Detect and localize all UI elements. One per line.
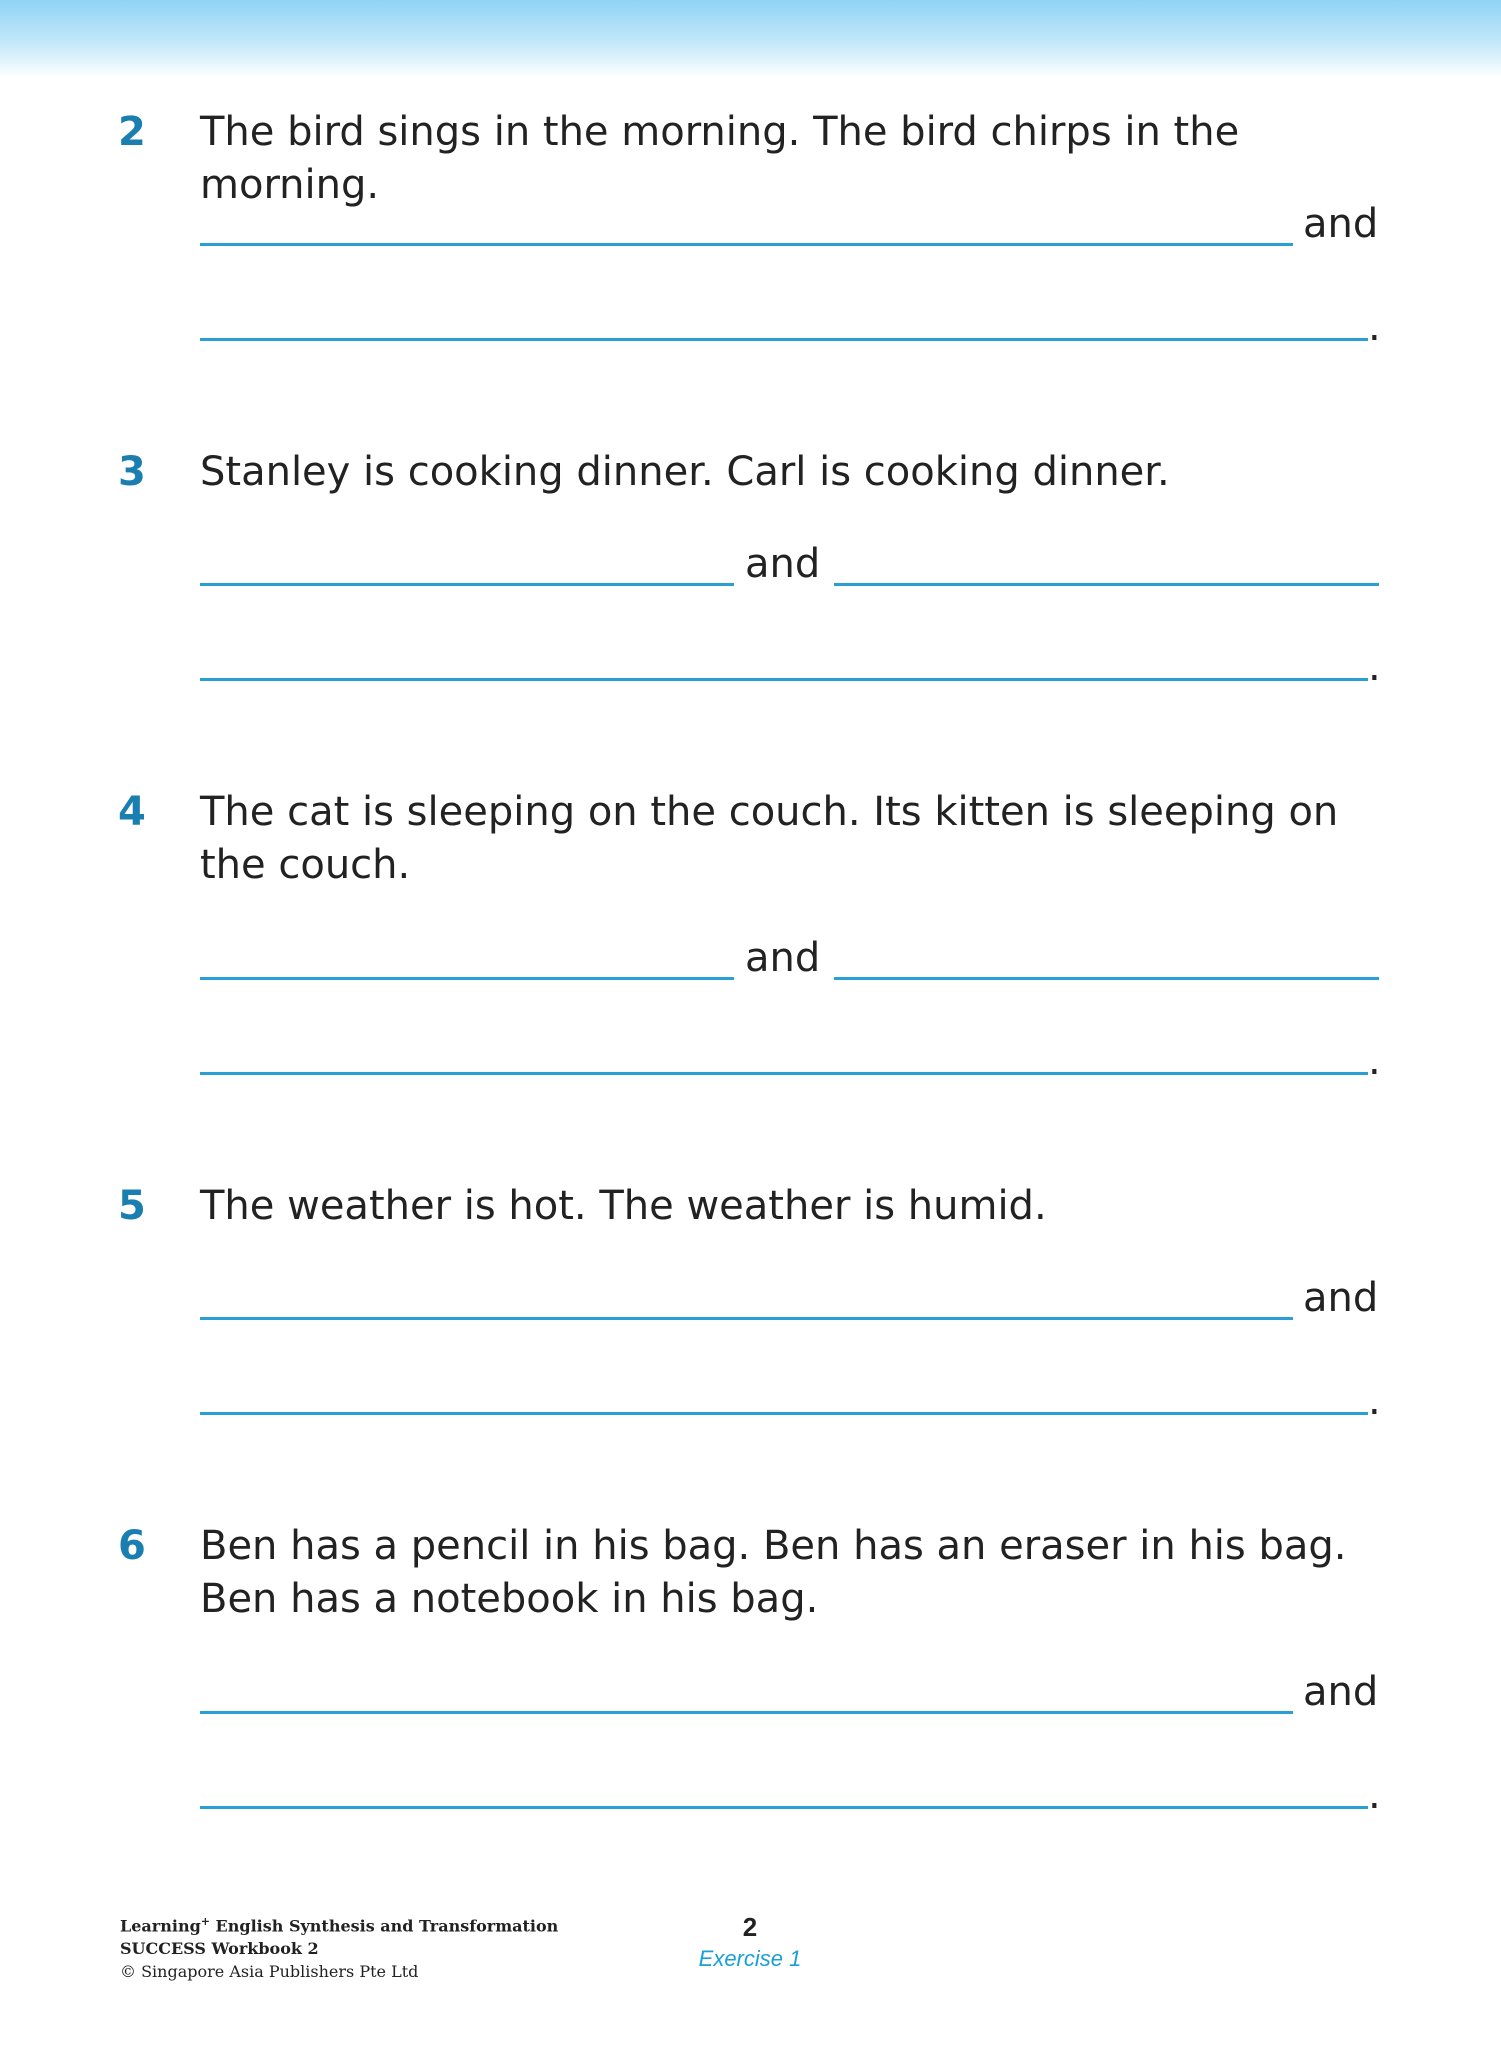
footer-book-title: [120, 1910, 558, 1937]
connector-word: and: [745, 541, 821, 587]
answer-line[interactable]: [200, 1317, 1293, 1320]
question-number: 3: [118, 449, 146, 495]
question-text: Ben has a pencil in his bag. Ben has an eraser in his bag. Ben has a notebook in his bag.: [200, 1523, 1347, 1622]
answer-line[interactable]: [834, 977, 1379, 980]
end-mark: .: [1368, 1772, 1381, 1818]
end-mark: .: [1368, 644, 1381, 690]
header-gradient-band: [0, 0, 1501, 78]
answer-line[interactable]: [200, 1412, 1368, 1415]
end-mark: .: [1368, 304, 1381, 350]
end-mark: .: [1368, 1378, 1381, 1424]
question-text: The cat is sleeping on the couch. Its kitten is sleeping on the couch.: [200, 789, 1339, 888]
book-title-prefix: Learning: [120, 1916, 201, 1936]
answer-line[interactable]: [200, 1711, 1293, 1714]
answer-line[interactable]: [200, 678, 1368, 681]
answer-line[interactable]: [200, 1806, 1368, 1809]
question-text: The bird sings in the morning. The bird chirps in the morning.: [200, 109, 1240, 208]
footer-series: SUCCESS Workbook 2: [120, 1939, 319, 1959]
answer-line[interactable]: [200, 1072, 1368, 1075]
book-title-rest: English Synthesis and Transformation: [209, 1916, 559, 1936]
answer-line[interactable]: [200, 977, 734, 980]
question-number: 5: [118, 1183, 146, 1229]
question-number: 4: [118, 789, 146, 835]
connector-word: and: [1303, 1275, 1379, 1321]
question-number: 2: [118, 109, 146, 155]
answer-line[interactable]: [834, 583, 1379, 586]
answer-line[interactable]: [200, 583, 734, 586]
question-text: The weather is hot. The weather is humid.: [200, 1183, 1047, 1229]
answer-line[interactable]: [200, 243, 1293, 246]
question-number: 6: [118, 1523, 146, 1569]
connector-word: and: [1303, 1669, 1379, 1715]
exercise-label: Exercise 1: [698, 1946, 802, 1971]
footer-copyright: © Singapore Asia Publishers Pte Ltd: [120, 1962, 419, 1982]
connector-word: and: [1303, 201, 1379, 247]
question-text: Stanley is cooking dinner. Carl is cooking dinner.: [200, 449, 1170, 495]
connector-word: and: [745, 935, 821, 981]
book-title-sup: +: [200, 1915, 210, 1928]
answer-line[interactable]: [200, 338, 1368, 341]
end-mark: .: [1368, 1038, 1381, 1084]
page-number: 2: [742, 1912, 758, 1942]
footer-book-info: [120, 1910, 558, 1983]
